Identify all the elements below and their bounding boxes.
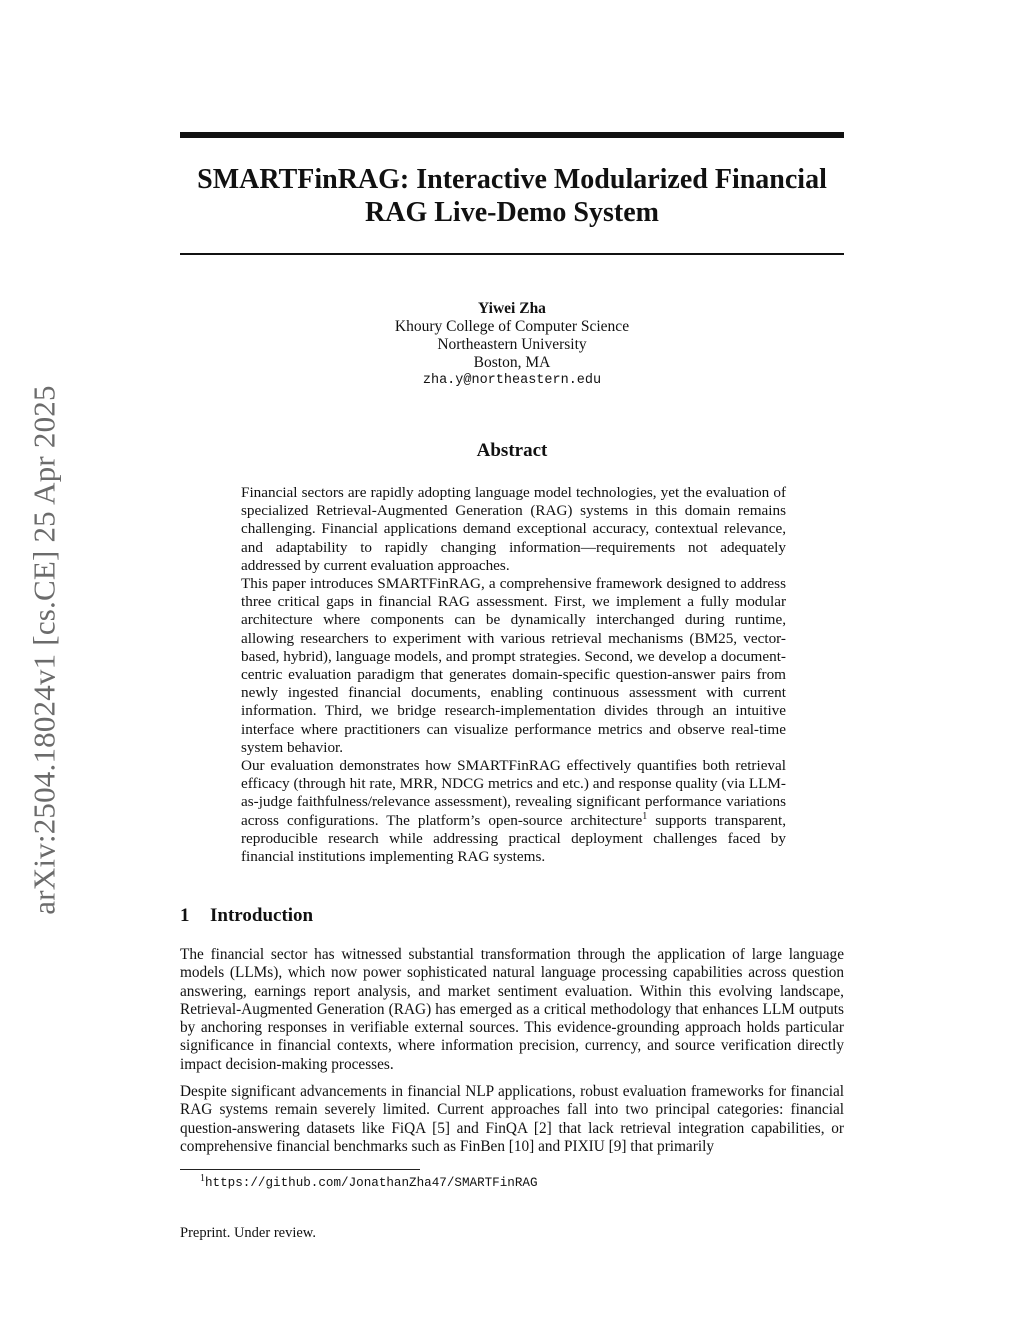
body-paragraph: Despite significant advancements in financial NLP applications, robust evaluation frameworks for financial RAG systems remain severely limited. Current approaches fall into two principal categories: financial question-answering datasets like FiQA [5] and FinQA [2] that lack retrieval integration capabilities, or comprehensive financial benchmarks such as FinBen [10] and PIXIU [9] that primarily — [180, 1083, 844, 1155]
abstract-body — [241, 484, 786, 866]
arxiv-identifier-text: arXiv:2504.18024v1 [cs.CE] 25 Apr 2025 — [27, 385, 63, 915]
title-bottom-rule — [180, 253, 844, 255]
abstract-paragraph: Financial sectors are rapidly adopting language model technologies, yet the evaluation of specialized Retrieval-Augmented Generation (RAG) systems in this domain remains challenging. Financial applications demand exceptional accuracy, contextual relevance, and adaptability to rapidly changing information—requirements not adequately addressed by current evaluation approaches. — [241, 484, 786, 574]
author-location: Boston, MA — [473, 354, 551, 371]
abstract-paragraph — [241, 757, 786, 866]
abstract-heading: Abstract — [476, 440, 548, 461]
title-top-rule — [180, 132, 844, 138]
abstract-p3-text-cont: supports transparent, reproducible research while addressing practical deployment challenges faced by financial institutions implementing RAG systems. — [241, 811, 786, 866]
footnote-marker[interactable]: 1 — [642, 810, 648, 822]
arxiv-identifier — [17, 355, 73, 945]
title-line-2: RAG Live-Demo System — [365, 197, 659, 228]
author-name: Yiwei Zha — [478, 300, 546, 317]
abstract-paragraph: This paper introduces SMARTFinRAG, a comprehensive framework designed to address three critical gaps in financial RAG assessment. First, we implement a fully modular architecture where components can be dynamically interchanged during runtime, allowing researchers to experiment with various retrieval mechanisms (BM25, vector-based, hybrid), language models, and prompt strategies. Second, we develop a document-centric evaluation paradigm that generates domain-specific question-answer pairs from newly ingested financial documents, enabling continuous assessment with current information. Third, we bridge research-implementation divides through an intuitive interface where practitioners can visualize performance metrics and observe real-time system behavior. — [241, 575, 786, 756]
footnote-number: 1 — [200, 1172, 205, 1184]
footnote-rule — [180, 1169, 420, 1170]
author-university: Northeastern University — [437, 336, 587, 353]
footnote-url[interactable]: https://github.com/JonathanZha47/SMARTFinRAG — [205, 1176, 538, 1190]
section-title: Introduction — [210, 905, 314, 926]
title-line-1: SMARTFinRAG: Interactive Modularized Financial — [197, 164, 827, 195]
author-affiliation: Khoury College of Computer Science — [394, 318, 630, 335]
author-block — [180, 300, 844, 390]
preprint-footer: Preprint. Under review. — [180, 1225, 316, 1241]
section-number: 1 — [180, 905, 190, 926]
author-email[interactable]: zha.y@northeastern.edu — [422, 373, 602, 388]
abstract-p3-text: Our evaluation demonstrates how SMARTFinRAG effectively quantifies both retrieval efficacy (through hit rate, MRR, NDCG metrics and etc.) and response quality (via LLM-as-judge faithfulness/relevance assessment), revealing significant performance variations across configurations. The platform’s open-source architecture — [241, 757, 786, 829]
footnote — [200, 1172, 538, 1190]
introduction-body — [180, 946, 844, 1165]
body-paragraph: The financial sector has witnessed substantial transformation through the application of large language models (LLMs), which now power sophisticated natural language processing capabilities across question answering, earnings report analysis, and market sentiment evaluation. Within this evolving landscape, Retrieval-Augmented Generation (RAG) has emerged as a critical methodology that enhances LLM outputs by anchoring responses in verifiable external sources. This evidence-grounding approach holds particular significance in financial contexts, where information precision, currency, and source verification directly impact decision-making processes. — [180, 946, 844, 1073]
paper-title — [180, 163, 844, 229]
section-heading — [180, 905, 313, 927]
